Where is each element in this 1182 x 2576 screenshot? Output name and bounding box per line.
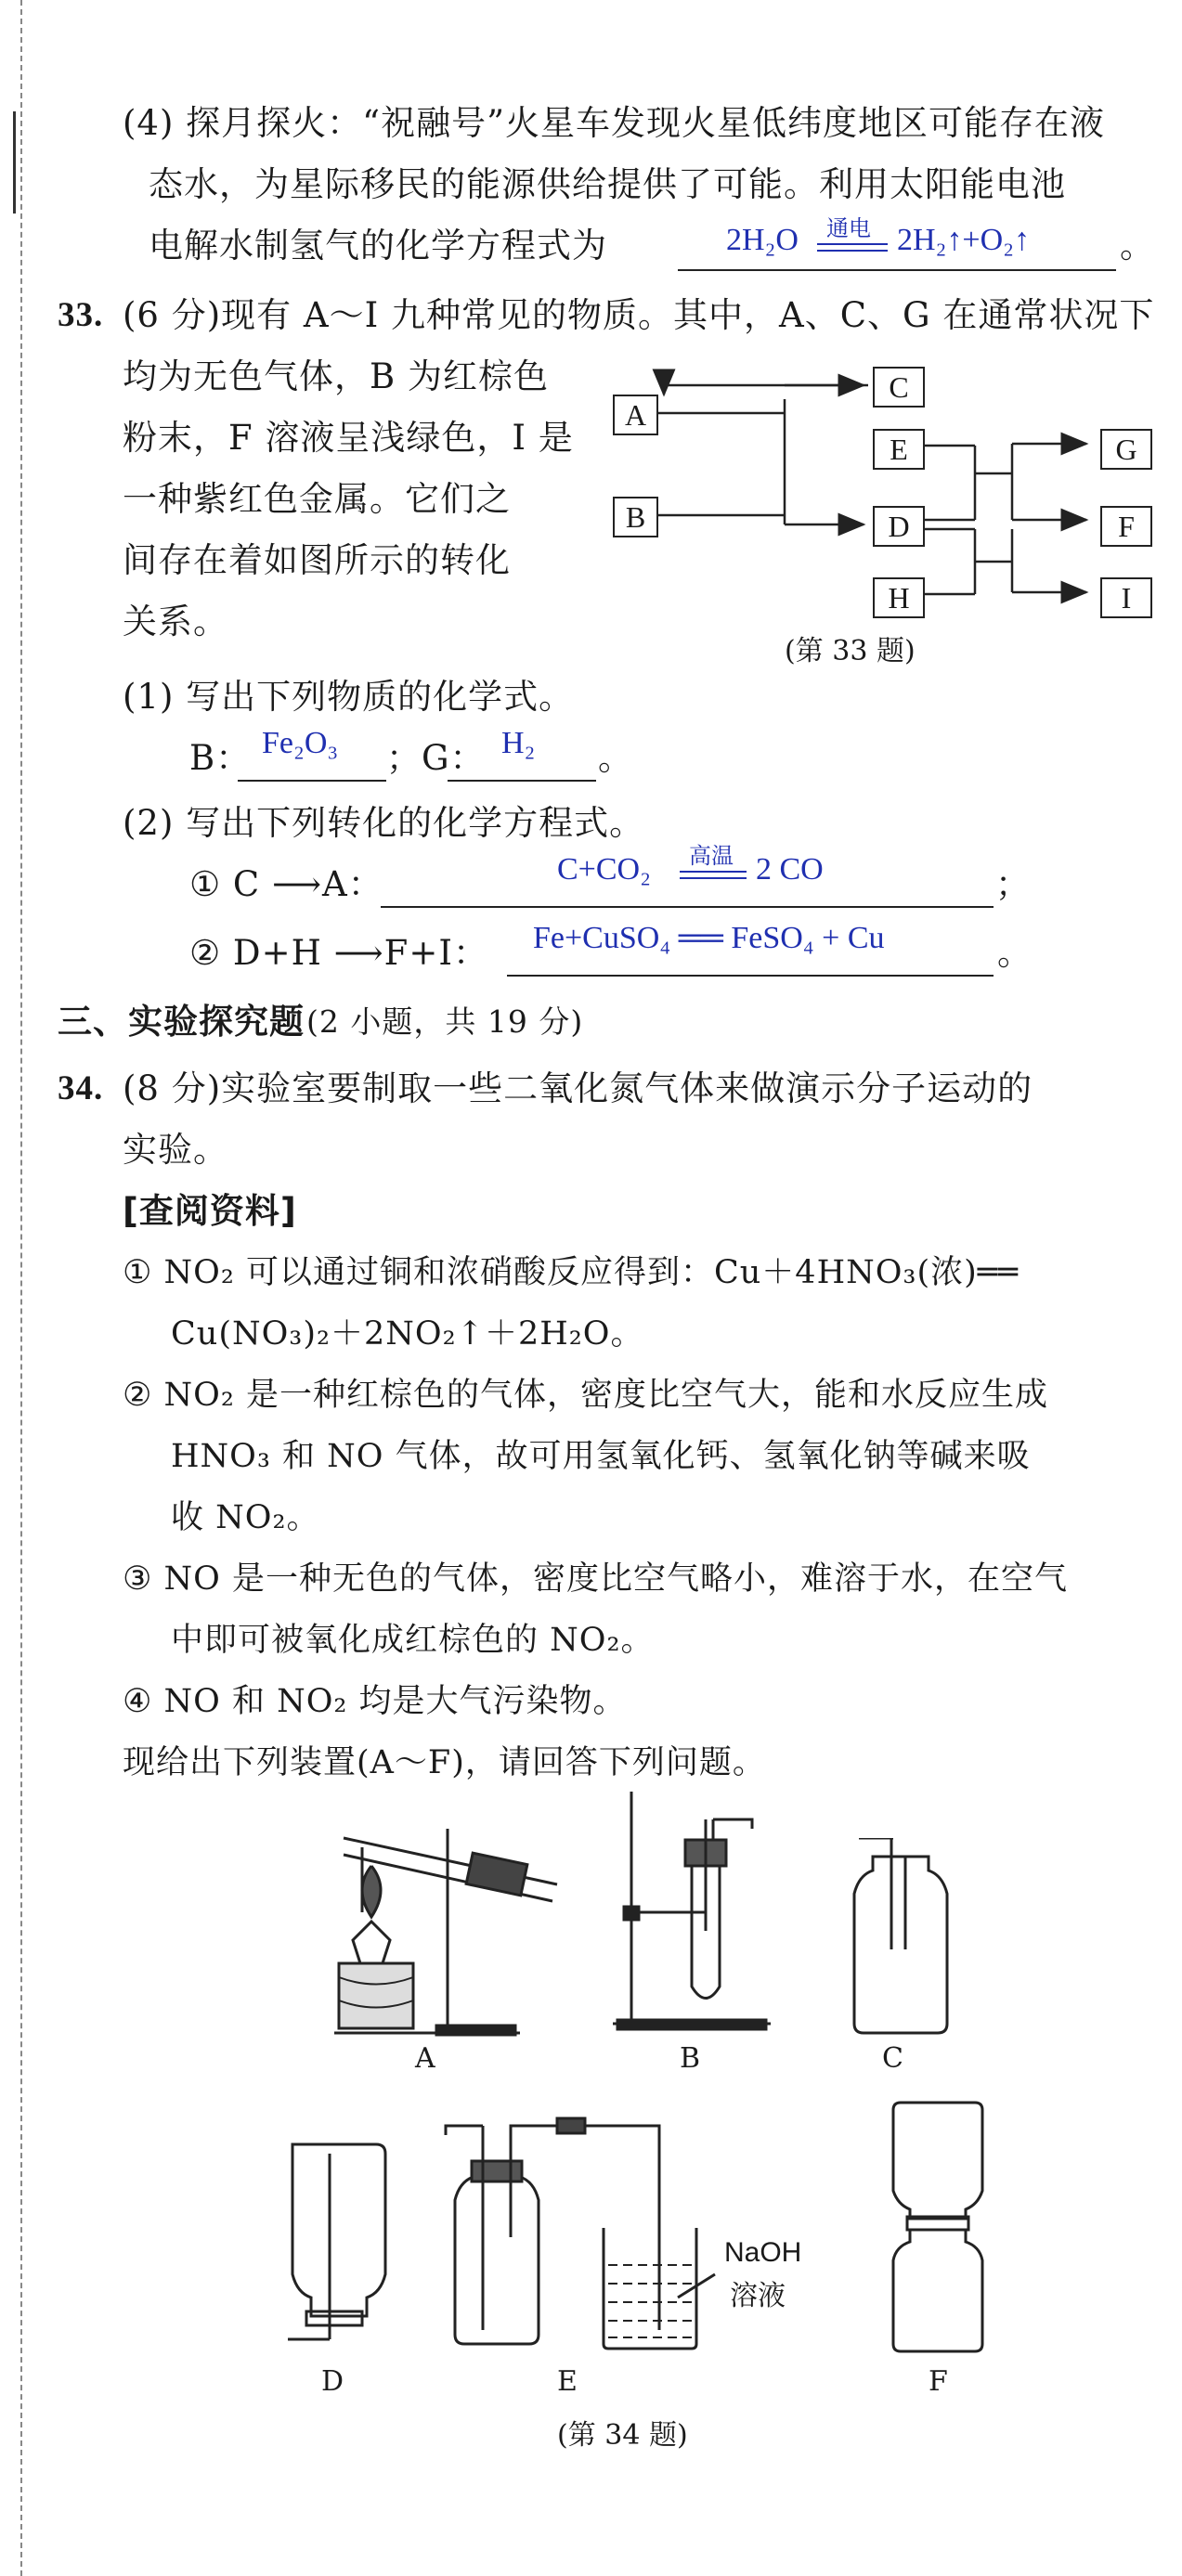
margin-text-fragment [0,111,16,214]
node-b: B [613,497,658,537]
q33-b-label: B： [189,738,252,778]
q34-item3-line1: ③ NO 是一种无色的气体，密度比空气略小，难溶于水，在空气 [123,1560,1068,1598]
q34-line2: 实验。 [123,1130,228,1170]
q33-body-line1: 均为无色气体，B 为红棕色 [123,356,549,396]
q32-4-line3: 电解水制氢气的化学方程式为 [149,226,607,265]
q32-4-line1: (4) 探月探火：“祝融号”火星车发现火星低纬度地区可能存在液 [123,103,1106,143]
apparatus-label-c: C [882,2042,903,2075]
q33-sub1: (1) 写出下列物质的化学式。 [123,677,575,717]
q33-eq2-blank [507,975,994,977]
q34-item1-line1: ① NO₂ 可以通过铜和浓硝酸反应得到：Cu＋4HNO₃(浓)══ [123,1254,1019,1291]
apparatus-e-illustration [436,2116,743,2358]
q33-sub1-end: 。 [598,738,633,778]
apparatus-label-a: A [415,2042,435,2075]
q34-item4-line1: ④ NO 和 NO₂ 均是大气污染物。 [123,1683,627,1720]
q32-4-answer-left: 2H₂O [726,223,799,257]
q33-body-line5: 关系。 [123,602,228,641]
q33-g-blank [448,780,596,782]
q33-caption: (第 33 题) [785,635,916,667]
q33-eq1-end: ； [995,864,1031,904]
q33-g-label: ；G： [386,738,486,778]
q33-g-answer: H₂ [501,726,536,760]
q33-body-line4: 间存在着如图所示的转化 [123,540,511,580]
q34-ref-title: [查阅资料] [123,1191,297,1231]
binding-margin-line [20,0,24,2576]
node-d: D [873,506,925,547]
q33-eq2-end: 。 [997,933,1033,973]
q32-4-answer-right: 2H₂↑+O₂↑ [897,223,1030,257]
q34-item2-line3: 收 NO₂。 [171,1499,320,1536]
q33-eq1-right: 2 CO [756,852,824,887]
node-f: F [1100,506,1152,547]
node-h: H [873,577,925,618]
q33-line1: (6 分)现有 A～I 九种常见的物质。其中，A、C、G 在通常状况下 [123,295,1155,335]
q32-4-equals-sign [817,243,888,252]
q33-body-line3: 一种紫红色金属。它们之 [123,479,511,519]
q34-item1-line2: Cu(NO₃)₂＋2NO₂↑＋2H₂O。 [171,1315,644,1353]
apparatus-a-illustration [325,1810,566,2042]
apparatus-f-illustration [887,2098,989,2358]
q32-4-answer-blank [678,269,1116,271]
q33-eq1-condition: 高温 [689,845,734,869]
node-i: I [1100,577,1152,618]
apparatus-label-f: F [929,2365,948,2398]
q34-item3-line2: 中即可被氧化成红棕色的 NO₂。 [171,1622,655,1659]
q33-number: 33. [58,296,104,334]
q33-sub2: (2) 写出下列转化的化学方程式。 [123,803,645,843]
q34-item2-line2: HNO₃ 和 NO 气体，故可用氢氧化钙、氢氧化钠等碱来吸 [171,1438,1031,1475]
q34-item2-line1: ② NO₂ 是一种红棕色的气体，密度比空气大，能和水反应生成 [123,1377,1048,1414]
q33-eq1-blank [381,906,994,908]
q34-line1: (8 分)实验室要制取一些二氧化氮气体来做演示分子运动的 [123,1068,1033,1108]
q34-prompt: 现给出下列装置(A～F)，请回答下列问题。 [123,1744,766,1781]
q33-eq1-label: ① C ⟶A： [189,864,383,904]
q32-4-answer-condition: 通电 [826,217,871,241]
node-a: A [613,395,658,435]
q33-b-blank [238,780,386,782]
q33-b-answer: Fe₂O₃ [262,726,339,760]
apparatus-label-e: E [557,2365,578,2398]
q34-number: 34. [58,1069,104,1107]
naoh-label-line2: 溶液 [730,2280,786,2312]
q33-eq2-answer: Fe+CuSO₄ ══ FeSO₄ + Cu [533,921,885,955]
apparatus-b-illustration [613,1792,780,2042]
q33-eq1-left: C+CO₂ [557,852,651,887]
q33-body-line2: 粉末，F 溶液呈浅绿色，I 是 [123,418,574,458]
q32-4-end: 。 [1120,226,1155,265]
apparatus-c-illustration [836,1838,966,2042]
naoh-label-line1: NaOH [724,2237,802,2268]
node-e: E [873,429,925,470]
node-g: G [1100,429,1152,470]
section3-title: 三、实验探究题 [58,1002,305,1042]
apparatus-label-b: B [680,2042,701,2075]
node-c: C [873,367,925,408]
apparatus-d-illustration [279,2135,399,2358]
q33-eq1-equals-sign [680,871,747,879]
q32-4-line2: 态水，为星际移民的能源供给提供了可能。利用太阳能电池 [149,164,1066,204]
apparatus-label-d: D [321,2365,344,2398]
section3-note: (2 小题，共 19 分) [306,1003,584,1040]
q33-eq2-label: ② D+H ⟶F+I： [189,933,488,973]
q34-caption: (第 34 题) [557,2419,688,2452]
